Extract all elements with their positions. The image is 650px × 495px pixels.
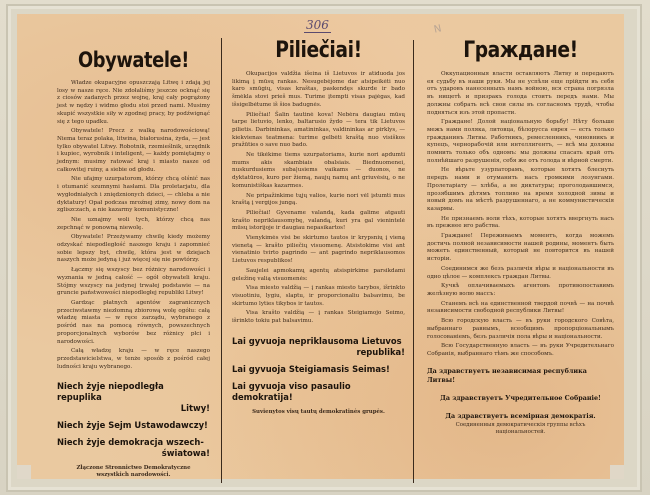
signature-line: wszystkich narodowości. — [96, 472, 171, 479]
paragraph: Ne pripažinkime tųjų valios, kurie nori vėl įstumti mus kraštą į vergijos jungą. — [232, 192, 405, 207]
slogan — [232, 381, 405, 403]
signature-line: Złączone Stronnictwo Demokratyczne — [76, 465, 191, 472]
slogan — [57, 420, 210, 431]
paragraph: Не вѣрьте узурпаторамъ, которые хотятъ блеснуть передъ нами и отуманить насъ громкими лозунгами. Пролетаріату — хлѣба, а не диктатуры; проголодавшимся, прозябшимъ дѣтямъ топливо на время холодной зимы и новый домъ на мѣстѣ разрушеннаго, а не коммунистическія казармы. — [427, 167, 614, 212]
paragraph: Соединимся же безъ различія вѣры и національности въ одно цѣлое — комплексъ граждан Литвы. — [427, 265, 614, 280]
paragraph: Станемъ всѣ на единственной твердой почвѣ — на почвѣ независимости свободной республики Литвы! — [427, 300, 614, 315]
slogan — [232, 364, 405, 375]
paragraph: Visa miesto valdžią — į rankas miesto tarybos, išrinkto visuotiniu, lygiu, slaptu, ir proporcionaliu balsavimu, be skirtumo lyties tikybos ir tautos. — [232, 285, 405, 307]
slogan-text: Да здравствуетъ Учредительное Собраніе! — [440, 393, 601, 402]
column-russian — [413, 14, 624, 479]
slogan — [57, 437, 210, 459]
signature-line: національностей. — [495, 428, 546, 435]
slogan-text: Niech żyje Sejm Ustawodawczy! — [57, 420, 208, 431]
paragraph: Nie ufajmy uzurpatorom, którzy chcą olśnić nas i otumanić szumnymi hasłami. Dla proletarjatu, dla wygłodniałych i zniędznionych dzieci, — chleba a nie dyktatury! Opał podczas mroźnej zimy, nowy dom na zgliszczach, a nie kazarmy komunistyczne! — [57, 176, 210, 214]
slogan — [57, 381, 210, 414]
slogans — [427, 367, 614, 421]
slogan — [232, 336, 405, 358]
paragraph: Vienykimės visi be skirtumo tautos ir krypsnių į vieną vienetą — krašto piliečių visuomenę. Atsistokime visi ant vienatinio tvirto pagrindo — ant pagrindo nepriklausomos Lietuvos respublikos! — [232, 235, 405, 265]
column-lithuanian — [220, 14, 413, 479]
slogan-continuation: Litwy! — [180, 403, 210, 414]
signature-line: Соединенныя демократическія группы всѣхъ — [455, 421, 586, 428]
paragraph: Saujelei apmokamų agentų atsispirkime parsikdami geležinę valią visuomenės: — [232, 267, 405, 282]
slogan-text: Да здравствуетъ независимая республика — [427, 366, 587, 375]
column-body — [57, 80, 210, 371]
slogan-text: Lai gyvuoja Steigiamasis Seimas! — [232, 363, 390, 374]
paragraph: Władze okupacyjne opuszczają Litwę i zdają jej losy w nasze ręce. Nie zdołaliśmy jeszcze ocknąć się z ciosów zadanych przez wojnę, kraj cały pogrążony jest w nędzy i widmo głodu stoi przed nami. Musimy skupić wszystkie siły w zgodnej pracy, by podźwignąć się z tego upadku. — [57, 80, 210, 125]
paragraph: Nie uznajmy woli tych, którzy chcą nas zepchnąć w ponowną niewolę. — [57, 216, 210, 231]
archive-number: 306 — [306, 18, 329, 32]
paragraph: Łączmy się wszyscy bez różnicy narodowości i wyznania w jedną całość — ogół obywateli kraju. Stójmy wszyscy na jedynej trwałej podstawie — na gruncie państwowości niepodległej republiki Litwy! — [57, 267, 210, 297]
column-polish — [17, 14, 220, 479]
paragraph: Оккупационныя власти оставляютъ Литву и передаютъ ея судьбу въ наши руки. Мы не успѣли еще прійдти въ себя отъ ударовъ нанесенныхъ намъ войною, вся страна погрязла въ нищетѣ и призракъ голода стоитъ передъ нами. Мы должны собрать всѣ свои силы въ согласномъ трудѣ, чтобы подняться изъ этой пропасти. — [427, 71, 614, 116]
signature — [57, 465, 210, 479]
paragraph: Ne tikėkime tiems uzurpatoriams, kurie nori apdumti mums akis skambiais obalsiais. Biednuomenei, nuskurdusiems suba|usiems vaikams — duonos, ne dyktatūros, kuro per žiemą, naujų namų ant griuvėsių, o ne komunistiškas kazarmes. — [232, 152, 405, 189]
column-title: Граждане! — [463, 38, 578, 63]
paragraph: Obywatele! Przeżywamy chwilę kiedy możemy odzyskać niepodległość naszego kraju i zapomnieć sobie lepszy byt, chwilę, która jest w dziejach naszych może jedyną i już więcej się nie powtórzy. — [57, 234, 210, 264]
slogan-text: Да здравствуетъ всемірная демократія. — [445, 411, 596, 420]
slogan-text: Lai gyvuoja nepriklausoma Lietuvos — [232, 335, 402, 346]
paragraph: Gardząc płatnych agentów zagranicznych przeciwstawmy niezłomną zbiorową wolę ogółu: całą władzę miasta — w ręce zarządu, wybranego z pośród nas na pomocą równych, powszechnych proporcjonalnych wyborów bez różnicy płci i narodowości. — [57, 299, 210, 345]
slogan-continuation: światowa! — [161, 448, 210, 459]
slogan — [427, 367, 614, 385]
signature — [427, 422, 614, 436]
paragraph: Не признаемъ воли тѣхъ, которые хотятъ ввергнуть насъ въ прежнее иго рабства. — [427, 215, 614, 230]
signature — [232, 409, 405, 416]
column-body — [427, 71, 614, 359]
slogan — [427, 412, 614, 421]
slogan-text: Lai gyvuoja viso pasaulio demokratija! — [232, 380, 351, 402]
column-title: Obywatele! — [78, 48, 189, 72]
slogan-continuation: republika! — [356, 346, 405, 357]
paragraph: Граждане! Долой національную борьбу! Нѣту больше межъ нами поляка, литовца, бѣлорусса еврея — есть только гражданинъ Литвы. Работникъ, ремесленникъ, чиновникъ и купецъ, чернорабочій или интеллигентъ, — всѣ мы должны помнить только объ одномъ: мы должны спасать край отъ полнѣйшаго разрушенія, себя же отъ голода и вѣрной смерти. — [427, 119, 614, 164]
paragraph: Всю Государственную власть — въ руки Учредительнаго Собранія, выбраннаго тѣмъ же способомъ. — [427, 343, 614, 357]
mount-corner — [610, 465, 624, 479]
pencil-mark: N — [432, 23, 443, 36]
paragraph: Граждане! Переживаемъ моментъ, когда можемъ достичь полной независимости нашей родины, моментъ быть можетъ единственный, который не повторится въ нашей исторіи. — [427, 233, 614, 263]
slogan — [427, 394, 614, 403]
slogan-text: Niech żyje demokracja wszech- — [57, 437, 204, 448]
paragraph: Piliečiai! Šalin tautinė kova! Nebėra daugiau mūsų tarpe lietuvio, lenko, baltarusio žydo — tera tik Lietuvos pilietis. Darbininkas, amatininkas, valdininkas ar pirklys, — kiekvienas teatmena: turime gelbėti kraštą nuo visiškos pražūties o save nuo bado. — [232, 111, 405, 149]
paragraph: Okupacijos valdžia išeina iš Lietuvos ir atiduoda jos likimą į mūsų rankas. Nesugebėjome dar atsipeikėti nuo karo smūgių, visas kraštas, paskendęs skurde ir bado šmėkla stovi prieš mus. Turime įtempti visas pajėgas, kad išsigelbėtume iš šios badugnės. — [232, 71, 405, 108]
slogans — [232, 336, 405, 403]
leaflet-paper — [17, 14, 624, 479]
signature-line: Suvienytos visų tautų demokratinės grupės. — [252, 408, 385, 415]
slogans — [57, 381, 210, 459]
mount-corner — [17, 465, 31, 479]
column-title: Piliečiai! — [275, 38, 362, 63]
paragraph: Кучкѣ оплачиваемыхъ агентовъ противопоставимъ желѣзную волю массъ: — [427, 283, 614, 297]
column-body — [232, 71, 405, 326]
paragraph: Całą władzę kraju — w ręce naszego przedstawicielstwa, w tenże sposób z pośród całej ludności kraju wybranego. — [57, 348, 210, 370]
slogan-text: Niech żyje niepodległa repuplika — [57, 381, 164, 403]
paragraph: Piliečiai! Gyvename valandą, kada galime atgauti krašto nepriklausomybę, valandą, kuri yra gal vienintelė mūsų istorijoje ir daugiau nepasikartos! — [232, 209, 405, 232]
paragraph: Obywatele! Precz z walką narodowościową! Niema teraz polaka, litwina, białorusina, żyda, — jest tylko obywatel Litwy. Robotnik, rzemieślnik, urzędnik i kupiec, wyrobnik i inteligent, — każdy pomiętajmy o jednym: musimy ratować kraj i miasto nasze od całkowitej ruiny, a siebie od głodu. — [57, 128, 210, 173]
slogan-continuation: Литвы! — [427, 375, 456, 384]
paragraph: Всю городскую власть — въ руки городского Совѣта, выбраннаго равнымъ, всеобщимъ пропорціональнымъ голосованіемъ, безъ различія пола вѣры и національности. — [427, 318, 614, 340]
paragraph: Visa krašto valdžią — į rankas Steigiamojo Seimo, išrinkto tokiu pat balsavimu. — [232, 310, 405, 325]
